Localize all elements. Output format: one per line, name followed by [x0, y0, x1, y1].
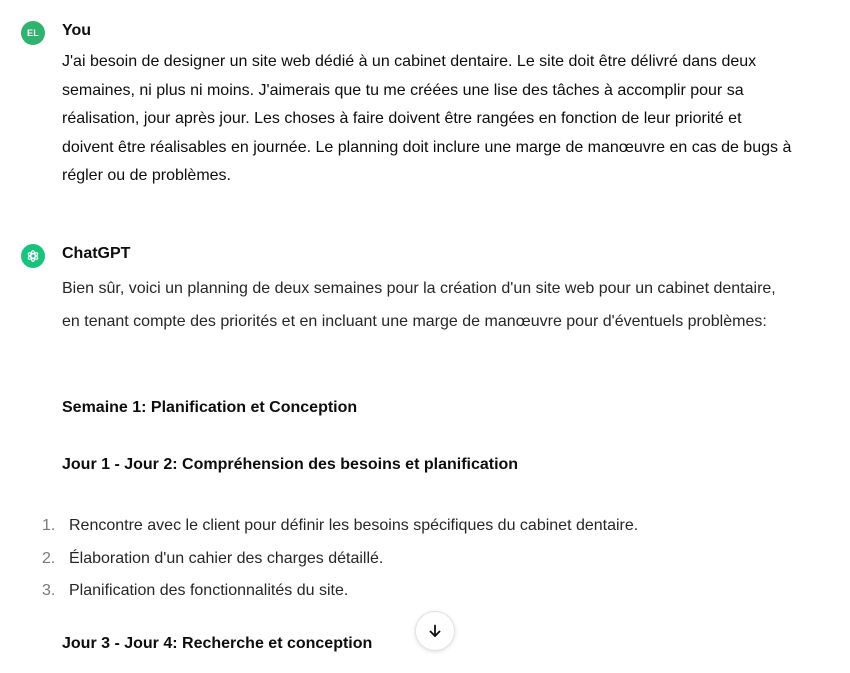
assistant-intro-text: Bien sûr, voici un planning de deux semaines pour la création d'un site web pour un cabinet dentaire, en tenant compte des priorités et en incluant une marge de manœuvre pour d'éventuels problèmes:: [62, 280, 776, 330]
list-item: [42, 575, 638, 608]
list-item-number: 2.: [42, 549, 56, 567]
day34-heading: Jour 3 - Jour 4: Recherche et conception: [62, 635, 373, 652]
list-item-text: Rencontre avec le client pour définir les besoins spécifiques du cabinet dentaire.: [69, 517, 639, 535]
list-item-text: Planification des fonctionnalités du site.: [69, 582, 349, 600]
day12-heading: Jour 1 - Jour 2: Compréhension des besoins et planification: [62, 456, 519, 473]
list-item-text: Élaboration d'un cahier des charges détaillé.: [69, 549, 384, 567]
user-avatar: [21, 21, 45, 45]
list-item-number: 1.: [42, 517, 56, 535]
assistant-author-name: ChatGPT: [62, 245, 131, 262]
arrow-down-icon: [427, 623, 443, 639]
list-item: [42, 543, 638, 576]
day12-steps-list: [42, 510, 638, 608]
list-item: [42, 510, 638, 543]
scroll-to-bottom-button[interactable]: [415, 611, 455, 651]
openai-logo-icon: [21, 244, 45, 268]
week1-heading: Semaine 1: Planification et Conception: [62, 399, 358, 416]
user-avatar-initials: EL: [26, 28, 40, 38]
list-item-number: 3.: [42, 582, 56, 600]
user-author-name: You: [62, 22, 92, 39]
user-message-text: J'ai besoin de designer un site web dédié à un cabinet dentaire. Le site doit être délivré dans deux semaines, ni plus ni moins. J'aimerais que tu me créées une lise des tâches à accomplir pour sa réalisation, jour après jour. Les choses à faire doivent être rangées en fonction de leur priorité et doivent être réalisables en journée. Le planning doit inclure une marge de manœuvre en cas de bugs à régler ou de problèmes.: [62, 53, 792, 184]
